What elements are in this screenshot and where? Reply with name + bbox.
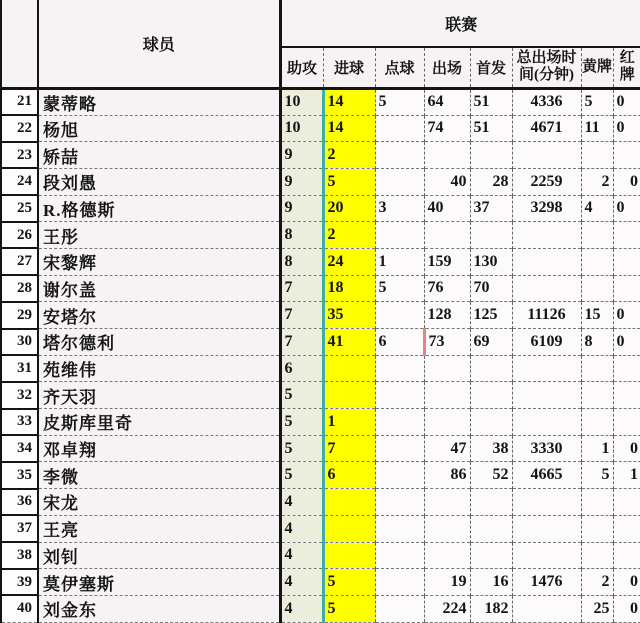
starts-cell[interactable] <box>470 542 512 569</box>
col-header-appearances[interactable]: 出场 <box>424 47 470 88</box>
penalties-cell[interactable]: 5 <box>375 275 424 302</box>
player-name-cell[interactable]: 莫伊塞斯 <box>38 569 280 596</box>
minutes-cell[interactable] <box>512 142 581 169</box>
player-row <box>1 382 640 409</box>
assists-cell[interactable]: 4 <box>280 542 323 569</box>
assists-cell[interactable]: 5 <box>280 462 323 489</box>
goals-cell[interactable]: 5 <box>323 168 375 195</box>
minutes-cell[interactable]: 1476 <box>512 569 581 596</box>
yellow-cards-cell[interactable]: 2 <box>581 569 613 596</box>
appearances-cell[interactable] <box>424 542 470 569</box>
red-cards-cell[interactable] <box>613 355 640 382</box>
penalties-cell[interactable] <box>375 115 424 142</box>
row-number-cell[interactable]: 27 <box>1 248 38 275</box>
minutes-cell[interactable]: 4336 <box>512 88 581 115</box>
player-row <box>1 409 640 436</box>
player-name-cell[interactable]: 王彤 <box>38 222 280 249</box>
goals-cell[interactable]: 5 <box>323 569 375 596</box>
goals-cell[interactable]: 2 <box>323 222 375 249</box>
row-number-cell[interactable]: 24 <box>1 168 38 195</box>
penalties-cell[interactable] <box>375 515 424 542</box>
assists-cell[interactable]: 8 <box>280 222 323 249</box>
red-cards-cell[interactable] <box>613 222 640 249</box>
red-cards-cell[interactable]: 0 <box>613 302 640 329</box>
starts-cell[interactable] <box>470 382 512 409</box>
starts-cell[interactable]: 51 <box>470 115 512 142</box>
starts-cell[interactable] <box>470 222 512 249</box>
player-row <box>1 88 640 115</box>
row-number-cell[interactable]: 37 <box>1 515 38 542</box>
col-header-goals[interactable]: 进球 <box>323 47 375 88</box>
player-row <box>1 489 640 516</box>
row-number-cell[interactable]: 31 <box>1 355 38 382</box>
penalties-cell[interactable] <box>375 489 424 516</box>
player-row <box>1 142 640 169</box>
assists-cell[interactable]: 9 <box>280 142 323 169</box>
row-number-cell[interactable]: 35 <box>1 462 38 489</box>
penalties-cell[interactable]: 3 <box>375 195 424 222</box>
player-name-cell[interactable]: 刘金东 <box>38 595 280 622</box>
yellow-cards-cell[interactable]: 25 <box>581 595 613 622</box>
player-row <box>1 302 640 329</box>
penalties-cell[interactable] <box>375 569 424 596</box>
row-number-cell[interactable]: 21 <box>1 88 38 115</box>
player-row <box>1 329 640 356</box>
col-header-penalties[interactable]: 点球 <box>375 47 424 88</box>
player-row <box>1 248 640 275</box>
appearances-cell[interactable]: 128 <box>424 302 470 329</box>
red-cards-cell[interactable] <box>613 142 640 169</box>
starts-cell[interactable]: 37 <box>470 195 512 222</box>
player-name-cell[interactable]: 段刘愚 <box>38 168 280 195</box>
row-number-cell[interactable]: 38 <box>1 542 38 569</box>
red-cards-cell[interactable] <box>613 275 640 302</box>
minutes-cell[interactable] <box>512 489 581 516</box>
yellow-cards-cell[interactable]: 8 <box>581 329 613 356</box>
appearances-cell[interactable]: 86 <box>424 462 470 489</box>
goals-cell[interactable]: 14 <box>323 115 375 142</box>
assists-cell[interactable]: 6 <box>280 355 323 382</box>
red-cards-cell[interactable] <box>613 409 640 436</box>
minutes-cell[interactable] <box>512 409 581 436</box>
assists-cell[interactable]: 4 <box>280 489 323 516</box>
player-row <box>1 462 640 489</box>
starts-cell[interactable]: 52 <box>470 462 512 489</box>
goals-cell[interactable]: 7 <box>323 435 375 462</box>
assists-cell[interactable]: 7 <box>280 275 323 302</box>
minutes-cell[interactable] <box>512 248 581 275</box>
starts-cell[interactable] <box>470 355 512 382</box>
yellow-cards-cell[interactable]: 2 <box>581 168 613 195</box>
assists-cell[interactable]: 4 <box>280 595 323 622</box>
starts-cell[interactable] <box>470 489 512 516</box>
minutes-cell[interactable] <box>512 355 581 382</box>
appearances-cell[interactable] <box>424 409 470 436</box>
goals-cell[interactable] <box>323 542 375 569</box>
league-group-header[interactable]: 联赛 <box>280 0 640 47</box>
starts-cell[interactable] <box>470 142 512 169</box>
penalties-cell[interactable] <box>375 462 424 489</box>
player-row <box>1 222 640 249</box>
row-number-cell[interactable]: 25 <box>1 195 38 222</box>
goals-cell[interactable] <box>323 489 375 516</box>
penalties-cell[interactable]: 6 <box>375 329 424 356</box>
player-name-cell[interactable]: 杨旭 <box>38 115 280 142</box>
goals-cell[interactable]: 14 <box>323 88 375 115</box>
goals-cell[interactable]: 24 <box>323 248 375 275</box>
red-cards-cell[interactable]: 0 <box>613 88 640 115</box>
red-cards-cell[interactable]: 0 <box>613 595 640 622</box>
appearances-cell[interactable]: 159 <box>424 248 470 275</box>
goals-cell[interactable]: 5 <box>323 595 375 622</box>
red-cards-cell[interactable]: 0 <box>613 329 640 356</box>
row-number-cell[interactable]: 32 <box>1 382 38 409</box>
appearances-cell[interactable] <box>424 515 470 542</box>
col-header-minutes[interactable]: 总出场时间(分钟) <box>512 47 581 88</box>
yellow-cards-cell[interactable] <box>581 355 613 382</box>
row-number-cell[interactable]: 29 <box>1 302 38 329</box>
goals-cell[interactable]: 20 <box>323 195 375 222</box>
yellow-cards-cell[interactable] <box>581 275 613 302</box>
minutes-cell[interactable]: 3330 <box>512 435 581 462</box>
minutes-cell[interactable]: 4665 <box>512 462 581 489</box>
minutes-cell[interactable]: 4671 <box>512 115 581 142</box>
assists-cell[interactable]: 4 <box>280 569 323 596</box>
penalties-cell[interactable] <box>375 409 424 436</box>
col-header-assists[interactable]: 助攻 <box>280 47 323 88</box>
appearances-cell[interactable] <box>424 382 470 409</box>
assists-cell[interactable]: 9 <box>280 168 323 195</box>
red-cards-cell[interactable]: 0 <box>613 115 640 142</box>
player-name-cell[interactable]: 宋龙 <box>38 489 280 516</box>
appearances-cell[interactable] <box>424 489 470 516</box>
yellow-cards-cell[interactable] <box>581 142 613 169</box>
penalties-cell[interactable] <box>375 542 424 569</box>
player-name-cell[interactable]: 王亮 <box>38 515 280 542</box>
player-row <box>1 168 640 195</box>
row-number-cell[interactable]: 23 <box>1 142 38 169</box>
appearances-cell[interactable]: 40 <box>424 195 470 222</box>
starts-cell[interactable]: 130 <box>470 248 512 275</box>
appearances-cell[interactable]: 19 <box>424 569 470 596</box>
goals-cell[interactable]: 18 <box>323 275 375 302</box>
player-name-cell[interactable]: 刘钊 <box>38 542 280 569</box>
goals-cell[interactable]: 35 <box>323 302 375 329</box>
goals-cell[interactable]: 1 <box>323 409 375 436</box>
penalties-cell[interactable] <box>375 355 424 382</box>
appearances-cell[interactable]: 74 <box>424 115 470 142</box>
player-name-cell[interactable]: 齐天羽 <box>38 382 280 409</box>
goals-cell[interactable]: 6 <box>323 462 375 489</box>
yellow-cards-cell[interactable] <box>581 542 613 569</box>
yellow-cards-cell[interactable]: 5 <box>581 88 613 115</box>
minutes-cell[interactable]: 11126 <box>512 302 581 329</box>
yellow-cards-cell[interactable] <box>581 489 613 516</box>
penalties-cell[interactable] <box>375 142 424 169</box>
minutes-cell[interactable]: 3298 <box>512 195 581 222</box>
red-cards-cell[interactable] <box>613 489 640 516</box>
assists-cell[interactable]: 10 <box>280 115 323 142</box>
player-row <box>1 569 640 596</box>
assists-cell[interactable]: 9 <box>280 195 323 222</box>
appearances-cell[interactable] <box>424 142 470 169</box>
yellow-cards-cell[interactable]: 5 <box>581 462 613 489</box>
minutes-cell[interactable] <box>512 382 581 409</box>
red-cards-cell[interactable] <box>613 515 640 542</box>
minutes-cell[interactable] <box>512 595 581 622</box>
minutes-cell[interactable] <box>512 222 581 249</box>
penalties-cell[interactable] <box>375 302 424 329</box>
appearances-cell[interactable] <box>424 222 470 249</box>
penalties-cell[interactable] <box>375 595 424 622</box>
row-number-cell[interactable]: 40 <box>1 595 38 622</box>
red-cards-cell[interactable] <box>613 382 640 409</box>
goals-cell[interactable] <box>323 515 375 542</box>
player-name-cell[interactable]: 李微 <box>38 462 280 489</box>
row-number-cell[interactable]: 26 <box>1 222 38 249</box>
player-name-cell[interactable]: 蒙蒂略 <box>38 88 280 115</box>
assists-cell[interactable]: 10 <box>280 88 323 115</box>
player-name-cell[interactable]: 邓卓翔 <box>38 435 280 462</box>
red-cards-cell[interactable]: 0 <box>613 168 640 195</box>
col-header-starts[interactable]: 首发 <box>470 47 512 88</box>
red-cards-cell[interactable]: 0 <box>613 435 640 462</box>
assists-cell[interactable]: 5 <box>280 382 323 409</box>
starts-cell[interactable] <box>470 515 512 542</box>
appearances-cell[interactable]: 224 <box>424 595 470 622</box>
penalties-cell[interactable] <box>375 222 424 249</box>
appearances-cell[interactable] <box>424 355 470 382</box>
penalties-cell[interactable] <box>375 382 424 409</box>
red-cards-cell[interactable] <box>613 542 640 569</box>
assists-cell[interactable]: 8 <box>280 248 323 275</box>
row-number-cell[interactable]: 34 <box>1 435 38 462</box>
yellow-cards-cell[interactable]: 1 <box>581 435 613 462</box>
row-number-cell[interactable]: 22 <box>1 115 38 142</box>
starts-cell[interactable]: 69 <box>470 329 512 356</box>
starts-cell[interactable]: 125 <box>470 302 512 329</box>
starts-cell[interactable]: 182 <box>470 595 512 622</box>
corner-cell <box>1 0 38 88</box>
goals-cell[interactable]: 41 <box>323 329 375 356</box>
player-name-cell[interactable]: 谢尔盖 <box>38 275 280 302</box>
red-cards-cell[interactable] <box>613 248 640 275</box>
row-number-cell[interactable]: 39 <box>1 569 38 596</box>
starts-cell[interactable]: 16 <box>470 569 512 596</box>
player-row <box>1 115 640 142</box>
player-row <box>1 195 640 222</box>
assists-cell[interactable]: 7 <box>280 302 323 329</box>
yellow-cards-cell[interactable] <box>581 515 613 542</box>
player-row <box>1 515 640 542</box>
red-cards-cell[interactable]: 0 <box>613 195 640 222</box>
player-column-header[interactable]: 球员 <box>38 0 280 88</box>
minutes-cell[interactable] <box>512 515 581 542</box>
appearances-cell[interactable]: 73 <box>424 329 470 356</box>
col-header-red-cards[interactable]: 红牌 <box>613 47 640 88</box>
player-name-cell[interactable]: 安塔尔 <box>38 302 280 329</box>
minutes-cell[interactable]: 2259 <box>512 168 581 195</box>
starts-cell[interactable]: 28 <box>470 168 512 195</box>
minutes-cell[interactable] <box>512 542 581 569</box>
starts-cell[interactable]: 70 <box>470 275 512 302</box>
yellow-cards-cell[interactable]: 4 <box>581 195 613 222</box>
player-name-cell[interactable]: 苑维伟 <box>38 355 280 382</box>
row-number-cell[interactable]: 30 <box>1 329 38 356</box>
appearances-cell[interactable]: 40 <box>424 168 470 195</box>
assists-cell[interactable]: 4 <box>280 515 323 542</box>
yellow-cards-cell[interactable] <box>581 409 613 436</box>
col-header-yellow-cards[interactable]: 黄牌 <box>581 47 613 88</box>
yellow-cards-cell[interactable] <box>581 248 613 275</box>
player-row <box>1 435 640 462</box>
row-number-cell[interactable]: 28 <box>1 275 38 302</box>
goals-cell[interactable] <box>323 382 375 409</box>
minutes-cell[interactable]: 6109 <box>512 329 581 356</box>
row-number-cell[interactable]: 36 <box>1 489 38 516</box>
player-name-cell[interactable]: 塔尔德利 <box>38 329 280 356</box>
starts-cell[interactable]: 38 <box>470 435 512 462</box>
yellow-cards-cell[interactable] <box>581 222 613 249</box>
goals-cell[interactable]: 2 <box>323 142 375 169</box>
player-name-cell[interactable]: R.格德斯 <box>38 195 280 222</box>
player-row <box>1 595 640 622</box>
yellow-cards-cell[interactable]: 15 <box>581 302 613 329</box>
penalties-cell[interactable]: 5 <box>375 88 424 115</box>
appearances-cell[interactable]: 47 <box>424 435 470 462</box>
appearances-cell[interactable]: 76 <box>424 275 470 302</box>
starts-cell[interactable]: 51 <box>470 88 512 115</box>
starts-cell[interactable] <box>470 409 512 436</box>
minutes-cell[interactable] <box>512 275 581 302</box>
assists-cell[interactable]: 5 <box>280 409 323 436</box>
yellow-cards-cell[interactable] <box>581 382 613 409</box>
red-cards-cell[interactable]: 1 <box>613 462 640 489</box>
appearances-cell[interactable]: 64 <box>424 88 470 115</box>
penalties-cell[interactable] <box>375 168 424 195</box>
player-name-cell[interactable]: 宋黎辉 <box>38 248 280 275</box>
player-row <box>1 355 640 382</box>
player-name-cell[interactable]: 皮斯库里奇 <box>38 409 280 436</box>
penalties-cell[interactable]: 1 <box>375 248 424 275</box>
assists-cell[interactable]: 5 <box>280 435 323 462</box>
row-number-cell[interactable]: 33 <box>1 409 38 436</box>
red-cards-cell[interactable]: 0 <box>613 569 640 596</box>
player-row <box>1 542 640 569</box>
goals-cell[interactable] <box>323 355 375 382</box>
player-name-cell[interactable]: 矫喆 <box>38 142 280 169</box>
yellow-cards-cell[interactable]: 11 <box>581 115 613 142</box>
penalties-cell[interactable] <box>375 435 424 462</box>
player-row <box>1 275 640 302</box>
assists-cell[interactable]: 7 <box>280 329 323 356</box>
